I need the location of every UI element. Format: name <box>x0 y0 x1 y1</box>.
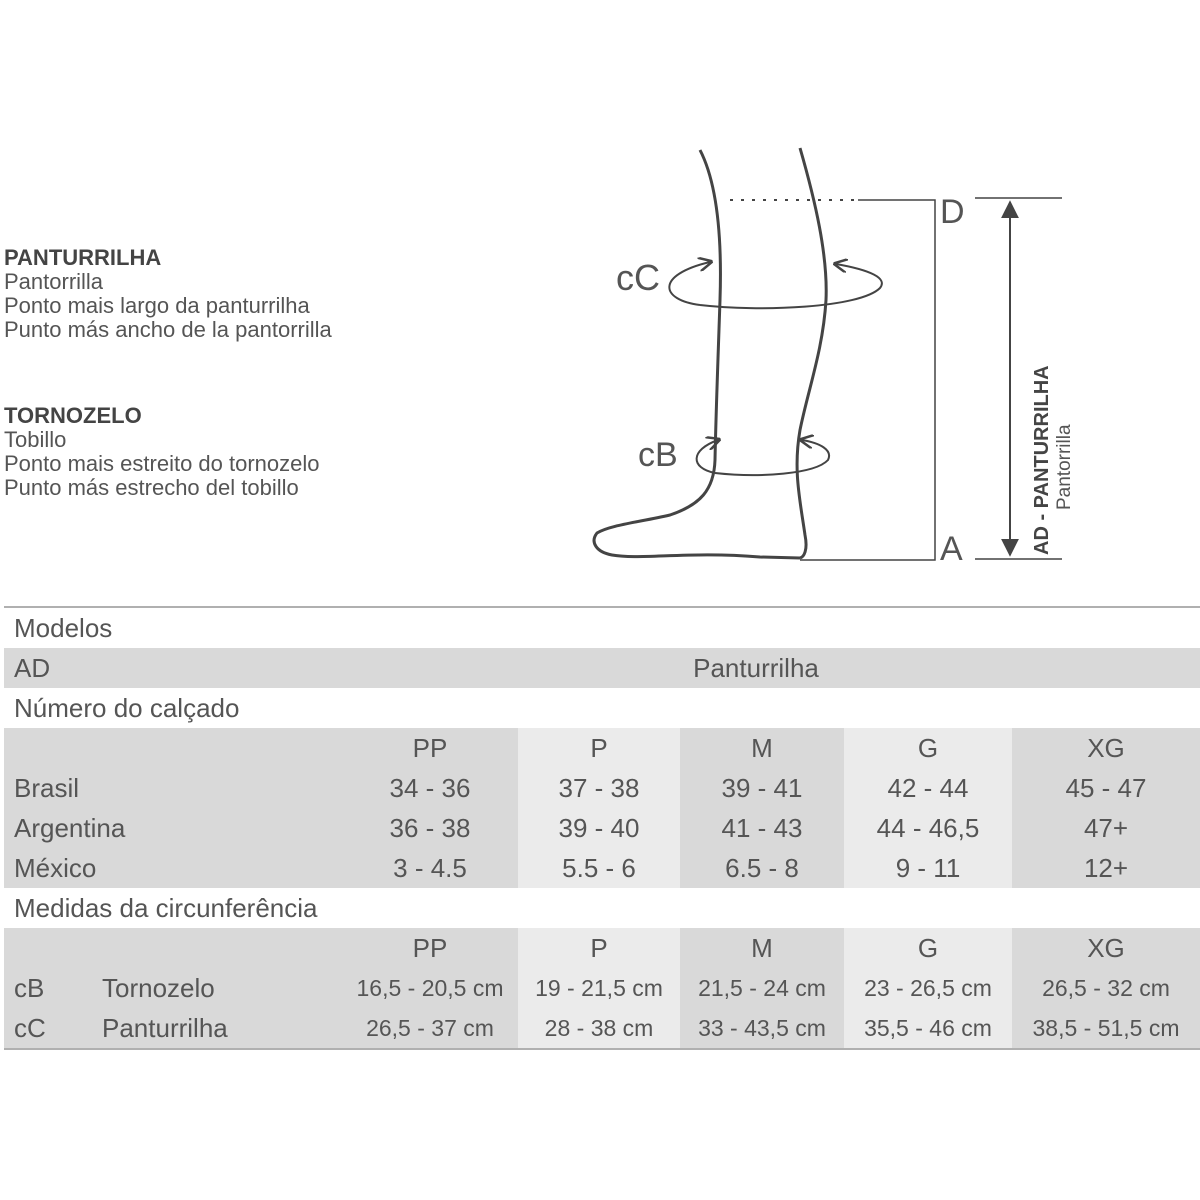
shoe-block <box>4 728 1200 888</box>
cb-pp: 16,5 - 20,5 cm <box>356 975 504 1001</box>
circ-block <box>4 928 1200 1048</box>
calf-circumference-line <box>700 264 882 308</box>
modelos-label: Modelos <box>14 613 113 643</box>
circ-name-tornozelo: Tornozelo <box>102 973 215 1003</box>
leg-outline-back <box>594 150 800 558</box>
cb-g: 23 - 26,5 cm <box>864 975 992 1001</box>
argentina-g: 44 - 46,5 <box>876 813 980 843</box>
mexico-m: 6.5 - 8 <box>725 853 799 883</box>
circ-row-cc <box>4 1008 1200 1048</box>
argentina-p: 39 - 40 <box>558 813 640 843</box>
cc-xg: 38,5 - 51,5 cm <box>1032 1015 1180 1041</box>
cb-m: 21,5 - 24 cm <box>698 975 826 1001</box>
vertical-subtitle: Pantorrilla <box>1054 424 1075 510</box>
shoe-row-argentina <box>4 808 1200 848</box>
mexico-g: 9 - 11 <box>895 853 961 883</box>
mexico-p: 5.5 - 6 <box>562 853 636 883</box>
calf-line-es: Punto más ancho de la pantorrilla <box>4 317 332 342</box>
ankle-line-pt: Ponto mais estreito do tornozelo <box>4 451 320 476</box>
shoe-row-brasil <box>4 768 1200 808</box>
circ-header-pp: PP <box>412 933 448 963</box>
mexico-xg: 12+ <box>1083 853 1129 883</box>
brasil-xg: 45 - 47 <box>1065 773 1147 803</box>
vertical-title: AD - PANTURRILHA <box>1031 365 1053 555</box>
circ-code-cb: cB <box>14 973 45 1003</box>
cb-label: cB <box>638 436 678 474</box>
circ-size-header <box>4 928 1200 968</box>
cb-xg: 26,5 - 32 cm <box>1042 975 1170 1001</box>
ankle-subtitle: Tobillo <box>4 427 67 452</box>
model-name: Panturrilha <box>693 653 819 683</box>
brasil-p: 37 - 38 <box>558 773 640 803</box>
calf-line-pt: Ponto mais largo da panturrilha <box>4 293 310 318</box>
point-d-label: D <box>940 193 965 231</box>
cc-label: cC <box>616 257 660 298</box>
circ-header-p: P <box>590 933 608 963</box>
leg-outline-front <box>797 148 826 558</box>
size-header-xg: XG <box>1087 733 1125 763</box>
shoe-row-mexico <box>4 848 1200 888</box>
shoe-section-label: Número do calçado <box>14 693 240 723</box>
cb-p: 19 - 21,5 cm <box>535 975 663 1001</box>
mexico-pp: 3 - 4.5 <box>393 853 467 883</box>
circ-header-g: G <box>917 933 939 963</box>
circ-header-m: M <box>751 933 773 963</box>
model-code: AD <box>14 653 51 683</box>
ankle-circumference-line <box>715 440 829 475</box>
shoe-section-row <box>4 688 1200 728</box>
size-header-pp: PP <box>412 733 448 763</box>
size-header-m: M <box>751 733 773 763</box>
table-bottom-rule <box>4 1048 1200 1050</box>
cc-g: 35,5 - 46 cm <box>864 1015 992 1041</box>
cc-p: 28 - 38 cm <box>544 1015 654 1041</box>
brasil-m: 39 - 41 <box>721 773 803 803</box>
circ-header-xg: XG <box>1087 933 1125 963</box>
height-bracket <box>800 200 935 560</box>
calf-subtitle: Pantorrilla <box>4 269 104 294</box>
model-row <box>4 648 1200 688</box>
circ-section-label: Medidas da circunferência <box>14 893 318 923</box>
country-brasil: Brasil <box>14 773 80 803</box>
modelos-row <box>4 608 1200 648</box>
cc-m: 33 - 43,5 cm <box>698 1015 826 1041</box>
cc-pp: 26,5 - 37 cm <box>366 1015 494 1041</box>
country-argentina: Argentina <box>14 813 126 843</box>
country-mexico: México <box>14 853 97 883</box>
calf-title: PANTURRILHA <box>4 245 162 270</box>
point-a-label: A <box>940 530 963 568</box>
size-header-p: P <box>590 733 608 763</box>
calf-circumference-arrow-left <box>669 262 710 305</box>
circ-section-row <box>4 888 1200 928</box>
brasil-g: 42 - 44 <box>887 773 969 803</box>
argentina-pp: 36 - 38 <box>389 813 471 843</box>
shoe-size-header <box>4 728 1200 768</box>
ankle-line-es: Punto más estrecho del tobillo <box>4 475 299 500</box>
argentina-xg: 47+ <box>1083 813 1129 843</box>
circ-code-cc: cC <box>14 1013 46 1043</box>
ankle-title: TORNOZELO <box>4 403 142 428</box>
brasil-pp: 34 - 36 <box>389 773 471 803</box>
circ-row-cb <box>4 968 1200 1008</box>
argentina-m: 41 - 43 <box>721 813 803 843</box>
circ-name-panturrilha: Panturrilha <box>102 1013 228 1043</box>
size-header-g: G <box>917 733 939 763</box>
